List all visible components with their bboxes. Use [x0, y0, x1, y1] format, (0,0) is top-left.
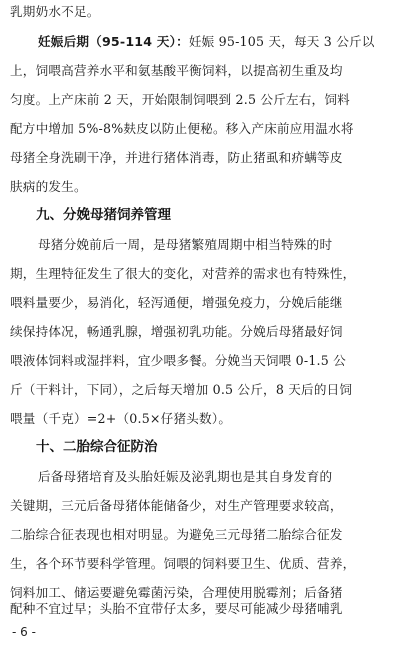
paragraph-line: 上，饲喂高营养水平和氨基酸平衡饲料，以提高初生重及均: [10, 63, 343, 78]
paragraph-line: 肤病的发生。: [10, 179, 87, 194]
paragraph-line: 续保持体况，畅通乳腺，增强初乳功能。分娩后母猪最好饲: [10, 324, 343, 339]
paragraph-line: 二胎综合征表现也相对明显。为避免三元母猪二胎综合征发: [10, 527, 343, 542]
paragraph-text: 妊娠 95-105 天，每天 3 公斤以: [188, 34, 375, 49]
paragraph-line: 生，各个环节要科学管理。饲喂的饲料要卫生、优质、营养，: [10, 556, 356, 571]
paragraph-line: 饲料加工、储运要避免霉菌污染，合理使用脱霉剂；后备猪: [10, 585, 343, 600]
paragraph-line: 后备母猪培育及头胎妊娠及泌乳期也是其自身发育的: [38, 469, 333, 484]
page-number: - 6 -: [12, 625, 36, 639]
paragraph-line: 关键期，三元后备母猪体能储备少，对生产管理要求较高，: [10, 498, 343, 513]
paragraph-line: 喂液体饲料或湿拌料，宜少喂多餐。分娩当天饲喂 0-1.5 公: [10, 353, 346, 368]
paragraph-line: 配种不宜过早；头胎不宜带仔太多，要尽可能减少母猪哺乳: [10, 601, 343, 616]
paragraph-line: 匀度。上产床前 2 天，开始限制饲喂到 2.5 公斤左右，饲料: [10, 92, 350, 107]
paragraph-line: 斤（干料计，下同），之后每天增加 0.5 公斤，8 天后的日饲: [10, 382, 353, 397]
paragraph-line: 期，生理特征发生了很大的变化，对营养的需求也有特殊性，: [10, 266, 356, 281]
paragraph-line: 喂量（千克）=2+（0.5×仔猪头数）。: [10, 411, 232, 426]
paragraph-line: 乳期奶水不足。: [10, 4, 100, 19]
paragraph-line: 配方中增加 5%-8%麸皮以防止便秘。移入产床前应用温水将: [10, 121, 354, 136]
paragraph-line: 喂料量要少，易消化，轻泻通便，增强免疫力，分娩后能继: [10, 295, 343, 310]
paragraph-line: 母猪分娩前后一周，是母猪繁殖周期中相当特殊的时: [38, 237, 333, 252]
paragraph-line: 母猪全身洗刷干净，并进行猪体消毒，防止猪虱和疥螨等皮: [10, 150, 343, 165]
late-pregnancy-label: 妊娠后期（95-114 天）：: [38, 34, 189, 49]
section-heading: 九、分娩母猪饲养管理: [36, 207, 171, 223]
section-heading: 十、二胎综合征防治: [36, 439, 158, 455]
paragraph-line: [38, 33, 410, 51]
